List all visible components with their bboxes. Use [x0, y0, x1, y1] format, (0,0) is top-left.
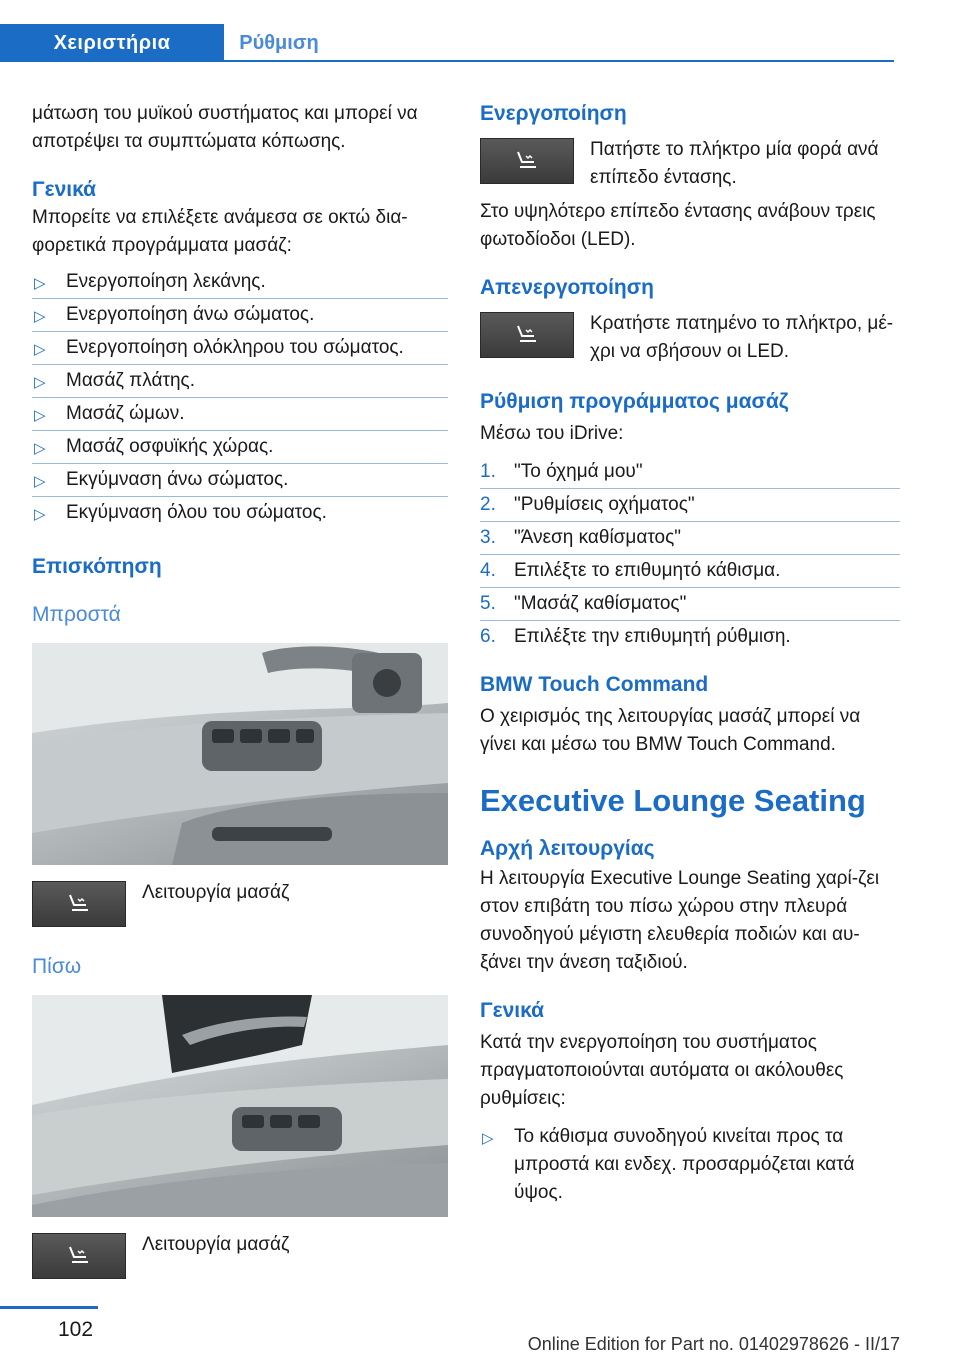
list-item: ▷ Μασάζ πλάτης. — [32, 365, 448, 398]
triangle-bullet-icon: ▷ — [34, 407, 46, 424]
list-item: ▷ Εκγύμναση όλου του σώματος. — [32, 497, 448, 529]
front-door-image — [32, 643, 448, 865]
left-column — [32, 100, 448, 1279]
tab-controls[interactable]: Χειριστήρια — [0, 24, 224, 62]
list-item: ▷ Μασάζ ώμων. — [32, 398, 448, 431]
massage-seat-icon[interactable] — [32, 881, 126, 927]
activation-icon-text: Πατήστε το πλήκτρο μία φορά ανά επίπεδο έντασης. — [590, 139, 879, 188]
rear-door-image — [32, 995, 448, 1217]
triangle-bullet-icon: ▷ — [34, 341, 46, 358]
rear-massage-row — [32, 1231, 448, 1279]
overview-heading: Επισκόπηση — [32, 555, 162, 578]
triangle-bullet-icon: ▷ — [34, 308, 46, 325]
principle-heading: Αρχή λειτουργίας — [480, 837, 655, 860]
edition-text: Online Edition for Part no. 01402978626 - II/17 — [527, 1334, 900, 1354]
massage-seat-icon[interactable] — [480, 138, 574, 184]
massage-seat-icon[interactable] — [480, 312, 574, 358]
touch-text: Ο χειρισμός της λειτουργίας μασάζ μπορεί να γίνει και μέσω του BMW Touch Command. — [480, 706, 861, 755]
deactivation-row — [480, 310, 900, 366]
principle-text: Η λειτουργία Executive Lounge Seating χαρί-ζει στον επιβάτη του πίσω χώρου στην πλευρά συνοδηγού μέγιστη ελευθερία ποδιών και αυ-ξάνει την άνεση ταξιδιού. — [480, 868, 880, 973]
program-heading: Ρύθμιση προγράμματος μασάζ — [480, 390, 789, 413]
front-door-illustration — [32, 643, 448, 865]
header-divider — [224, 60, 894, 62]
list-item: 3. "Άνεση καθίσματος" — [480, 522, 900, 555]
activation-row — [480, 136, 900, 192]
tab-settings[interactable]: Ρύθμιση — [239, 31, 319, 54]
general2-heading: Γενικά — [480, 999, 545, 1022]
rear-door-illustration — [32, 995, 448, 1217]
triangle-bullet-icon: ▷ — [34, 506, 46, 523]
list-item: ▷ Ενεργοποίηση λεκάνης. — [32, 266, 448, 299]
list-item: ▷ Μασάζ οσφυϊκής χώρας. — [32, 431, 448, 464]
triangle-bullet-icon: ▷ — [34, 473, 46, 490]
triangle-bullet-icon: ▷ — [34, 275, 46, 292]
triangle-bullet-icon: ▷ — [34, 440, 46, 457]
activation-text: Στο υψηλότερο επίπεδο έντασης ανάβουν τρεις φωτοδίοδοι (LED). — [480, 201, 876, 250]
list-item: ▷ Το κάθισμα συνοδηγού κινείται προς τα μπροστά και ενδεχ. προσαρμόζεται κατά ύψος. — [482, 1126, 855, 1203]
list-item: ▷ Εκγύμναση άνω σώματος. — [32, 464, 448, 497]
footer-divider — [0, 1306, 98, 1309]
program-via: Μέσω του iDrive: — [480, 423, 624, 444]
general2-text: Κατά την ενεργοποίηση του συστήματος πραγματοποιούνται αυτόματα οι ακόλουθες ρυθμίσεις: — [480, 1032, 844, 1109]
programs-list — [32, 266, 448, 529]
triangle-bullet-icon: ▷ — [34, 374, 46, 391]
steps-list — [480, 456, 900, 653]
front-caption: Λειτουργία μασάζ — [142, 882, 290, 903]
list-item: 6. Επιλέξτε την επιθυμητή ρύθμιση. — [480, 626, 791, 647]
intro-text: μάτωση του μυϊκού συστήματος και μπορεί να αποτρέψει τα συμπτώματα κόπωσης. — [32, 103, 418, 152]
front-massage-row — [32, 879, 448, 927]
general-text: Μπορείτε να επιλέξετε ανάμεσα σε οκτώ δια-φορετικά προγράμματα μασάζ: — [32, 207, 408, 256]
activation-heading: Ενεργοποίηση — [480, 102, 627, 125]
deactivation-heading: Απενεργοποίηση — [480, 276, 654, 299]
list-item: ▷ Ενεργοποίηση ολόκληρου του σώματος. — [32, 332, 448, 365]
list-item: 4. Επιλέξτε το επιθυμητό κάθισμα. — [480, 555, 900, 588]
triangle-bullet-icon: ▷ — [482, 1130, 494, 1147]
front-heading: Μπροστά — [32, 603, 121, 626]
list-item: 5. "Μασάζ καθίσματος" — [480, 588, 900, 621]
rear-heading: Πίσω — [32, 955, 82, 978]
right-column — [480, 100, 900, 1209]
executive-heading: Executive Lounge Seating — [480, 783, 866, 818]
settings-list — [480, 1121, 900, 1209]
general-heading: Γενικά — [32, 178, 97, 201]
list-item: ▷ Ενεργοποίηση άνω σώματος. — [32, 299, 448, 332]
deactivation-icon-text: Κρατήστε πατημένο το πλήκτρο, μέ-χρι να σβήσουν οι LED. — [590, 313, 894, 362]
touch-heading: BMW Touch Command — [480, 673, 709, 696]
header — [0, 0, 960, 64]
list-item: 1. "Το όχημά μου" — [480, 456, 900, 489]
page-number: 102 — [58, 1318, 94, 1341]
list-item: 2. "Ρυθμίσεις οχήματος" — [480, 489, 900, 522]
rear-caption: Λειτουργία μασάζ — [142, 1234, 290, 1255]
massage-seat-icon[interactable] — [32, 1233, 126, 1279]
